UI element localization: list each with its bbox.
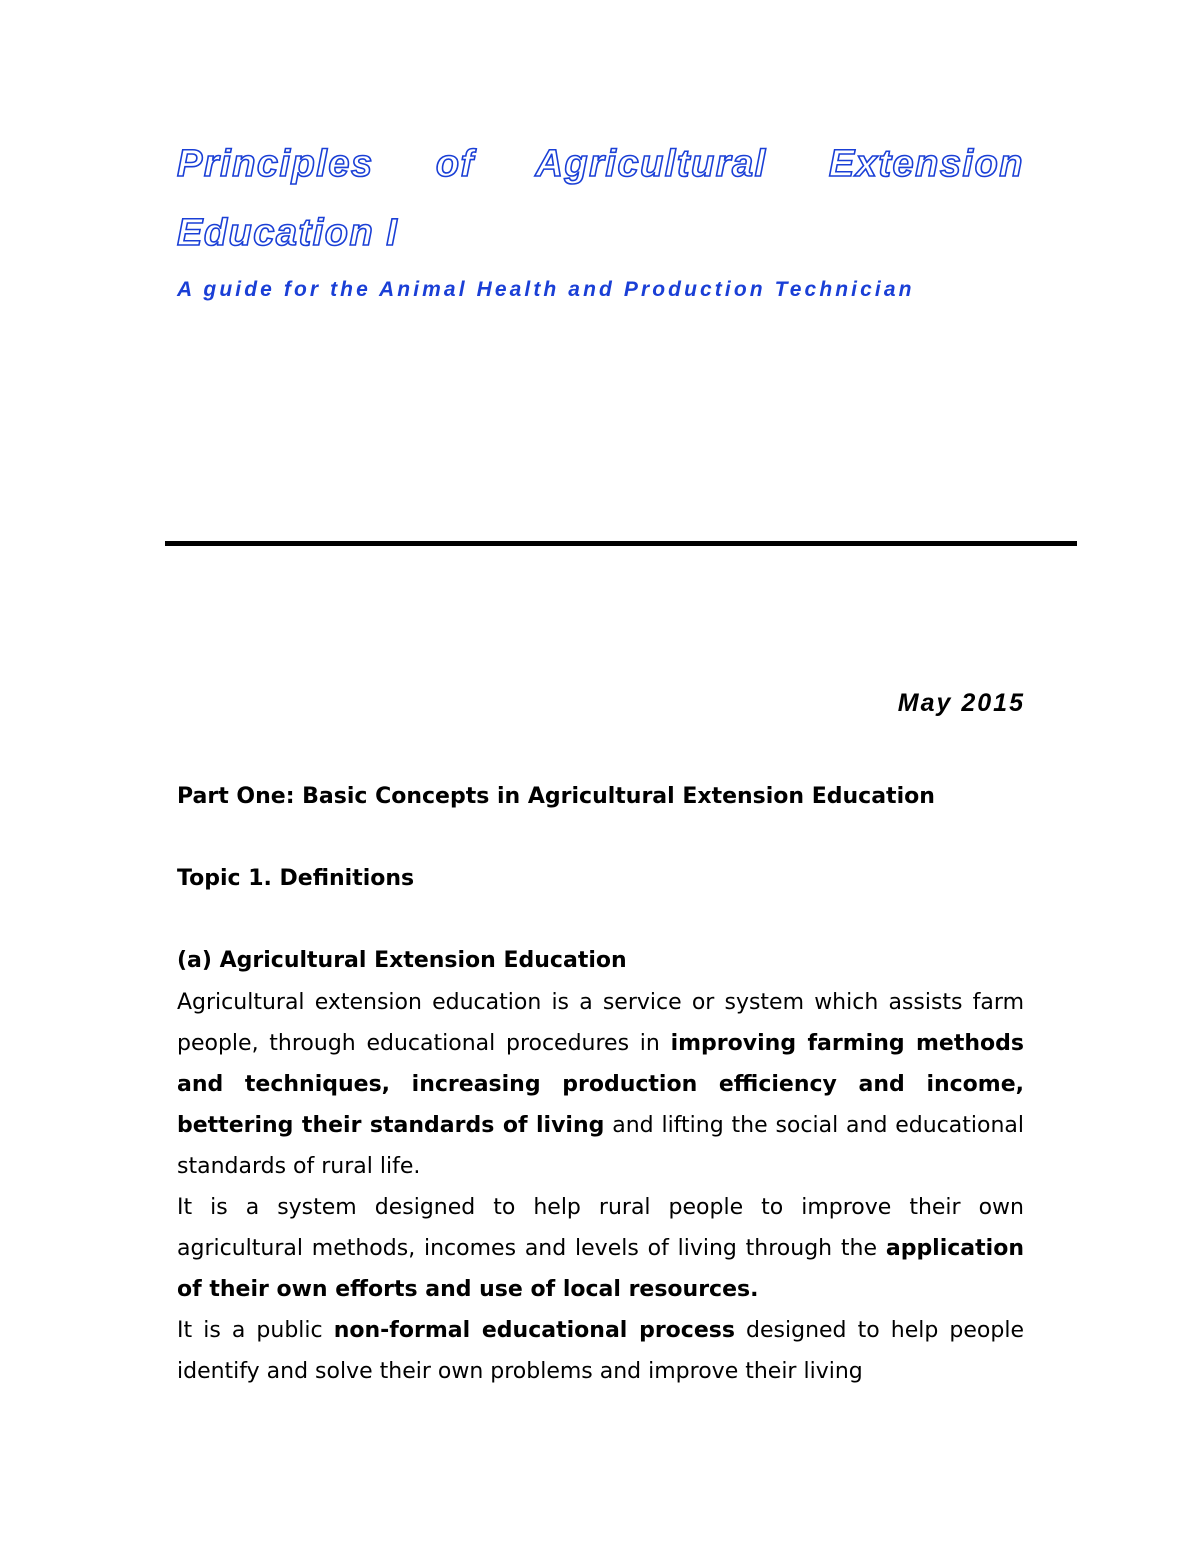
body-text bbox=[177, 982, 1024, 1392]
publication-date: May 2015 bbox=[897, 689, 1025, 717]
horizontal-divider bbox=[165, 541, 1077, 546]
document-title-line-2: Education I bbox=[177, 212, 399, 254]
topic-heading: Topic 1. Definitions bbox=[177, 866, 415, 891]
paragraph-1-text-b: and lifting the social and educational standards of rural life. bbox=[177, 1113, 1024, 1179]
paragraph-3-text-a: It is a public bbox=[177, 1318, 334, 1343]
paragraph-2-bold: application of their own efforts and use of local resources. bbox=[177, 1236, 1024, 1302]
document-title-line-1: Principles of Agricultural Extension bbox=[177, 143, 1024, 185]
subsection-heading: (a) Agricultural Extension Education bbox=[177, 948, 627, 973]
paragraph-1-text-a: Agricultural extension education is a service or system which assists farm people, through educational procedures in bbox=[177, 990, 1024, 1056]
paragraph-3 bbox=[177, 1310, 1024, 1392]
document-subtitle: A guide for the Animal Health and Production Technician bbox=[177, 278, 915, 301]
paragraph-3-bold: non-formal educational process bbox=[333, 1318, 735, 1343]
paragraph-3-text-b: designed to help people identify and solve their own problems and improve their living bbox=[177, 1318, 1024, 1384]
paragraph-2 bbox=[177, 1187, 1024, 1310]
paragraph-1-bold: improving farming methods and techniques, increasing production efficiency and income, bettering their standards of living bbox=[177, 1031, 1024, 1138]
part-heading: Part One: Basic Concepts in Agricultural Extension Education bbox=[177, 784, 935, 809]
paragraph-2-text-a: It is a system designed to help rural people to improve their own agricultural methods, incomes and levels of living through the bbox=[177, 1195, 1024, 1261]
paragraph-1 bbox=[177, 982, 1024, 1187]
